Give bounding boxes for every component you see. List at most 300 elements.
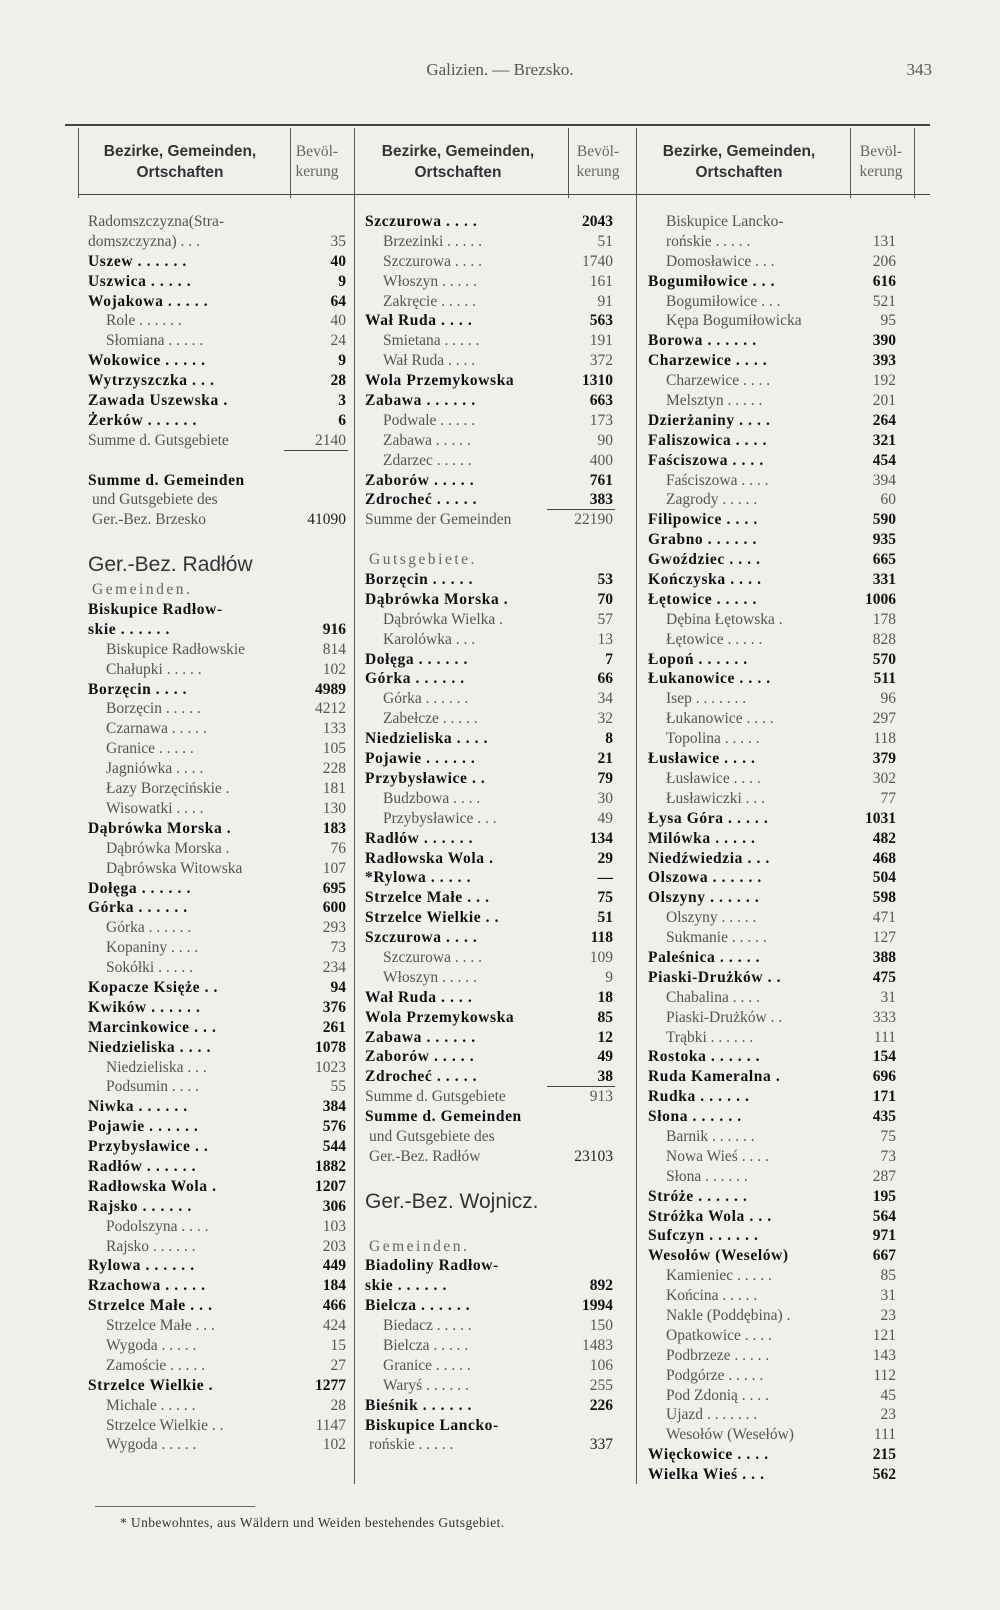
population-value: 394: [872, 471, 896, 489]
table-row: [88, 530, 356, 550]
table-row: [648, 1087, 914, 1107]
place-name: Górka . . . . . .: [106, 919, 192, 937]
population-value: 161: [589, 272, 613, 290]
population-value: 121: [872, 1326, 896, 1344]
population-value: 32: [597, 710, 613, 728]
table-row: [365, 968, 632, 988]
population-value: 9: [338, 352, 346, 370]
place-name: Stróże . . . . . .: [648, 1187, 748, 1205]
place-name: Dębina Łętowska .: [666, 610, 783, 628]
place-name: Łętowice . . . . .: [666, 630, 763, 648]
place-name: Bogumiłowice . . .: [648, 272, 776, 290]
table-row: [88, 938, 356, 958]
col1-name-header: Bezirke, Gemeinden, Ortschaften: [103, 143, 257, 181]
table-row: [88, 471, 356, 491]
place-name: Kwików . . . . . .: [88, 998, 201, 1016]
table-row: [365, 1087, 632, 1107]
table-row: [648, 1167, 914, 1187]
population-value: 38: [597, 1068, 613, 1086]
table-row: [88, 331, 356, 351]
place-name: Chabalina . . . .: [666, 988, 760, 1006]
place-name: Biskupice Radłowskie: [106, 640, 246, 658]
table-row: [88, 391, 356, 411]
place-name: Wola Przemykowska: [365, 372, 515, 390]
place-name: Czarnawa . . . . .: [106, 720, 207, 738]
population-value: 70: [597, 590, 613, 608]
population-value: 475: [872, 968, 896, 986]
population-value: 95: [880, 312, 896, 330]
place-name: Zdarzec . . . . .: [383, 451, 472, 469]
table-row: [648, 272, 914, 292]
population-value: 302: [872, 769, 896, 787]
table-row: [648, 829, 914, 849]
place-name: Wał Ruda . . . .: [365, 988, 473, 1006]
place-name: Olszyny . . . . . .: [648, 889, 760, 907]
table-row: [365, 1028, 632, 1048]
table-row: [365, 709, 632, 729]
place-name: Wojakowa . . . . .: [88, 292, 209, 310]
table-row: [365, 252, 632, 272]
place-name: Przybysławice . . .: [383, 809, 497, 827]
population-value: 454: [872, 451, 896, 469]
place-name: Bieśnik . . . . . .: [365, 1396, 473, 1414]
place-name: Strzelce Wielkie . .: [106, 1416, 224, 1434]
population-value: 173: [589, 411, 613, 429]
place-name: Nowa Wieś . . . .: [666, 1147, 769, 1165]
population-value: 563: [589, 312, 613, 330]
divider: [568, 128, 569, 198]
place-name: Dołęga . . . . . .: [88, 879, 191, 897]
table-row: [88, 1217, 356, 1237]
place-name: Zabawa . . . . . .: [365, 1028, 476, 1046]
table-row: [365, 928, 632, 948]
population-value: 15: [330, 1336, 346, 1354]
population-value: 28: [330, 372, 346, 390]
place-name: Wał Ruda . . . .: [365, 312, 473, 330]
population-value: 665: [872, 551, 896, 569]
place-name: Wygoda . . . . .: [106, 1336, 197, 1354]
place-name: Gemeinden.: [92, 581, 193, 599]
population-value: 130: [322, 799, 346, 817]
table-row: [648, 431, 914, 451]
population-value: 297: [872, 710, 896, 728]
place-name: Górka . . . . . .: [88, 899, 188, 917]
place-name: Kopacze Księże . .: [88, 978, 219, 996]
population-value: 51: [597, 909, 613, 927]
table-row: [88, 680, 356, 700]
place-name: Uszew . . . . . .: [88, 252, 187, 270]
table-row: [88, 232, 356, 252]
population-value: 94: [330, 978, 346, 996]
place-name: Nakle (Poddębina) .: [666, 1306, 791, 1324]
table-row: [365, 1067, 632, 1087]
place-name: Topolina . . . . .: [666, 730, 760, 748]
place-name: domszczyzna) . . .: [88, 232, 200, 250]
place-name: Rajsko . . . . . .: [106, 1237, 196, 1255]
population-value: 134: [589, 829, 613, 847]
population-value: 102: [322, 660, 346, 678]
table-row: [88, 1117, 356, 1137]
population-value: 77: [880, 789, 896, 807]
table-row: [88, 859, 356, 879]
table-row: [648, 1326, 914, 1346]
place-name: Uszwica . . . . .: [88, 272, 192, 290]
table-row: [365, 371, 632, 391]
place-name: Borzęcin . . . . .: [106, 700, 201, 718]
place-name: Olszowa . . . . . .: [648, 869, 762, 887]
population-value: 390: [872, 332, 896, 350]
table-row: [365, 391, 632, 411]
top-rule: [65, 124, 930, 126]
place-name: Borzęcin . . . . .: [365, 571, 474, 589]
population-value: 9: [338, 272, 346, 290]
table-row: [88, 1256, 356, 1276]
table-row: [365, 292, 632, 312]
place-name: Strzelce Małe . . .: [106, 1317, 215, 1335]
population-value: 183: [322, 819, 346, 837]
population-value: 1078: [315, 1038, 346, 1056]
table-row: [365, 829, 632, 849]
table-row: [648, 391, 914, 411]
population-value: 91: [597, 292, 613, 310]
table-row: [365, 471, 632, 491]
table-row: [88, 1077, 356, 1097]
population-value: 60: [880, 491, 896, 509]
population-value: 111: [873, 1028, 896, 1046]
table-row: [648, 650, 914, 670]
table-row: [365, 689, 632, 709]
place-name: Piaski-Drużków . .: [666, 1008, 783, 1026]
table-row: [365, 988, 632, 1008]
table-row: [88, 600, 356, 620]
place-name: Gwoździec . . . .: [648, 551, 761, 569]
population-value: 1023: [315, 1058, 346, 1076]
table-row: [648, 1067, 914, 1087]
divider: [636, 128, 637, 1484]
table-row: [365, 510, 632, 530]
table-row: [648, 1346, 914, 1366]
table-row: [365, 1416, 632, 1436]
place-name: Niedzieliska . . .: [106, 1058, 207, 1076]
place-name: Zagrody . . . . .: [666, 491, 758, 509]
place-name: Łukanowice . . . .: [666, 710, 774, 728]
population-value: 154: [872, 1048, 896, 1066]
table-row: [88, 1197, 356, 1217]
place-name: Kamieniec . . . . .: [666, 1267, 772, 1285]
table-row: [648, 1306, 914, 1326]
population-value: 2043: [582, 213, 613, 230]
table-row: [88, 839, 356, 859]
place-name: Sokółki . . . . .: [106, 959, 193, 977]
table-row: [648, 669, 914, 689]
place-name: skie . . . . . .: [88, 620, 170, 638]
population-value: 12: [597, 1028, 613, 1046]
table-row: [365, 650, 632, 670]
population-value: 23103: [574, 1147, 613, 1165]
population-value: 255: [589, 1376, 613, 1394]
table-row: [648, 331, 914, 351]
place-name: Ger.-Bez. Radłów: [369, 1147, 481, 1165]
table-row: [648, 1147, 914, 1167]
place-name: Niedzieliska . . . .: [365, 730, 489, 748]
place-name: Bielcza . . . . .: [383, 1336, 469, 1354]
population-value: 181: [322, 780, 346, 798]
table-row: [648, 968, 914, 988]
table-row: [648, 630, 914, 650]
place-name: Dąbrówka Morska .: [106, 839, 230, 857]
population-value: 293: [322, 919, 346, 937]
table-row: [648, 570, 914, 590]
population-value: 1006: [865, 590, 896, 608]
place-name: Rudka . . . . . .: [648, 1088, 750, 1106]
table-row: [88, 1157, 356, 1177]
population-value: 109: [589, 948, 613, 966]
place-name: Dąbrówka Wielka .: [383, 610, 504, 628]
table-row: [648, 371, 914, 391]
population-value: 35: [330, 232, 346, 250]
population-value: 143: [872, 1346, 896, 1364]
population-value: 1031: [865, 809, 896, 827]
table-row: [365, 729, 632, 749]
population-value: 23: [880, 1406, 896, 1424]
place-name: Górka . . . . . .: [365, 670, 465, 688]
divider: [850, 128, 851, 198]
table-row: [648, 988, 914, 1008]
table-row: [88, 620, 356, 640]
table-row: [648, 232, 914, 252]
population-value: 96: [880, 690, 896, 708]
place-name: Wisowatki . . . .: [106, 799, 204, 817]
table-row: [648, 590, 914, 610]
population-value: 150: [589, 1317, 613, 1335]
population-value: 7: [605, 650, 613, 668]
place-name: Łysa Góra . . . . .: [648, 809, 769, 827]
table-row: [88, 1137, 356, 1157]
population-value: 13: [597, 630, 613, 648]
table-row: [88, 252, 356, 272]
population-value: 544: [322, 1138, 346, 1156]
place-name: skie . . . . . .: [365, 1277, 447, 1295]
table-row: [648, 1366, 914, 1386]
population-value: 226: [589, 1396, 613, 1414]
place-name: Włoszyn . . . . .: [383, 272, 477, 290]
table-row: [648, 1246, 914, 1266]
place-name: Michale . . . . .: [106, 1396, 196, 1414]
population-value: 1994: [582, 1297, 613, 1315]
population-value: 598: [872, 889, 896, 907]
population-value: 971: [872, 1227, 896, 1245]
place-name: Strzelce Wielkie . .: [365, 909, 500, 927]
population-value: 41090: [307, 511, 346, 529]
population-value: 471: [872, 909, 896, 927]
place-name: Łętowice . . . . .: [648, 590, 757, 608]
place-name: Słona . . . . . .: [666, 1167, 748, 1185]
place-name: Końcina . . . . .: [666, 1287, 758, 1305]
population-value: 333: [872, 1008, 896, 1026]
table-row: [648, 1047, 914, 1067]
population-value: 31: [880, 1287, 896, 1305]
table-row: [365, 411, 632, 431]
footnote: * Unbewohntes, aus Wäldern und Weiden bestehendes Gutsgebiet.: [120, 1515, 505, 1530]
table-row: [365, 908, 632, 928]
table-row: [648, 908, 914, 928]
population-value: 228: [322, 760, 346, 778]
table-row: [88, 292, 356, 312]
table-row: [365, 948, 632, 968]
table-row: [365, 490, 632, 510]
table-row: [648, 1286, 914, 1306]
table-row: [88, 1038, 356, 1058]
place-name: Karolówka . . .: [383, 630, 476, 648]
population-value: 511: [873, 670, 896, 688]
population-value: 31: [880, 988, 896, 1006]
table-row: [648, 252, 914, 272]
population-value: 570: [872, 650, 896, 668]
place-name: Faściszowa . . . .: [666, 471, 769, 489]
population-value: 192: [872, 372, 896, 390]
population-value: 34: [597, 690, 613, 708]
place-name: Dzierżaniny . . . .: [648, 411, 771, 429]
population-value: 76: [330, 839, 346, 857]
place-name: Zaborów . . . . .: [365, 471, 475, 489]
population-value: 393: [872, 352, 896, 370]
place-name: Ujazd . . . . . . .: [666, 1406, 758, 1424]
table-row: [88, 958, 356, 978]
place-name: rońskie . . . . .: [666, 232, 751, 250]
place-name: Wał Ruda . . . .: [383, 352, 476, 370]
place-name: Radłowska Wola .: [88, 1177, 217, 1195]
place-name: und Gutsgebiete des: [369, 1127, 495, 1145]
population-value: 306: [322, 1197, 346, 1215]
place-name: Pod Zdonią . . . .: [666, 1386, 769, 1404]
population-value: 131: [872, 232, 896, 250]
table-row: [365, 1256, 632, 1276]
place-name: Bielcza . . . . . .: [365, 1297, 471, 1315]
population-value: 40: [330, 312, 346, 330]
place-name: Łazy Borzęcińskie .: [106, 780, 230, 798]
table-row: [648, 471, 914, 491]
table-row: [648, 311, 914, 331]
table-row: [88, 431, 356, 451]
table-row: [648, 1425, 914, 1445]
population-value: 9: [605, 968, 613, 986]
table-row: [365, 1167, 632, 1187]
table-row: [88, 978, 356, 998]
population-value: 564: [872, 1207, 896, 1225]
place-name: Podsumin . . . .: [106, 1078, 200, 1096]
table-row: [88, 759, 356, 779]
table-row: [365, 769, 632, 789]
table-row: [88, 879, 356, 899]
place-name: Rylowa . . . . . .: [88, 1257, 195, 1275]
place-name: Gemeinden.: [369, 1237, 470, 1255]
population-value: 761: [589, 471, 613, 489]
table-row: [88, 490, 356, 510]
population-value: 105: [322, 740, 346, 758]
place-name: Summe d. Gemeinden: [365, 1108, 522, 1126]
population-value: 102: [322, 1436, 346, 1454]
table-row: [88, 1356, 356, 1376]
table-row: [648, 928, 914, 948]
place-name: Radomszczyzna(Stra-: [88, 213, 224, 230]
place-name: Łukanowice . . . .: [648, 670, 771, 688]
table-row: [88, 898, 356, 918]
table-row: [365, 451, 632, 471]
population-value: 400: [589, 451, 613, 469]
place-name: Radłowska Wola .: [365, 849, 494, 867]
table-row: [365, 888, 632, 908]
population-value: 1207: [315, 1177, 346, 1195]
header-rule: [78, 194, 930, 195]
place-name: Budzbowa . . . .: [383, 789, 481, 807]
table-row: [88, 998, 356, 1018]
place-name: Strzelce Małe . . .: [88, 1297, 213, 1315]
place-name: Wielka Wieś . . .: [648, 1466, 765, 1484]
table-row: [648, 1207, 914, 1227]
population-value: 57: [597, 610, 613, 628]
table-row: [88, 351, 356, 371]
population-value: 23: [880, 1306, 896, 1324]
table-row: [365, 1107, 632, 1127]
population-value: 695: [322, 879, 346, 897]
population-value: 29: [597, 849, 613, 867]
place-name: Dąbrówka Morska .: [365, 590, 509, 608]
population-value: 75: [880, 1127, 896, 1145]
place-name: Ger.-Bez. Wojnicz.: [365, 1189, 539, 1213]
place-name: Włoszyn . . . . .: [383, 968, 477, 986]
table-row: [365, 849, 632, 869]
place-name: Zabełcze . . . . .: [383, 710, 478, 728]
table-row: [648, 1107, 914, 1127]
place-name: Piaski-Drużków . .: [648, 968, 782, 986]
population-value: 828: [872, 630, 896, 648]
population-value: 53: [597, 571, 613, 589]
place-name: Sukmanie . . . . .: [666, 929, 767, 947]
table-row: [365, 610, 632, 630]
place-name: Grabno . . . . . .: [648, 531, 757, 549]
place-name: Zaborów . . . . .: [365, 1048, 475, 1066]
population-value: 55: [330, 1078, 346, 1096]
table-row: [648, 1187, 914, 1207]
table-row: [88, 918, 356, 938]
table-row: [88, 1018, 356, 1038]
place-name: Bogumiłowice . . .: [666, 292, 781, 310]
place-name: Biskupice Radłow-: [88, 601, 223, 619]
col1-population-header: Bevöl-kerung: [295, 143, 339, 180]
divider: [290, 128, 291, 198]
population-value: 18: [597, 988, 613, 1006]
population-value: 449: [322, 1257, 346, 1275]
table-row: [365, 809, 632, 829]
table-row: [365, 669, 632, 689]
table-row: [365, 1127, 632, 1147]
table-row: [88, 1237, 356, 1257]
table-row: [365, 351, 632, 371]
population-value: 590: [872, 511, 896, 529]
population-value: 195: [872, 1187, 896, 1205]
population-value: 118: [590, 929, 613, 947]
population-value: 384: [322, 1098, 346, 1116]
divider: [78, 128, 79, 198]
population-value: 178: [872, 610, 896, 628]
table-row: [88, 272, 356, 292]
population-value: 184: [322, 1277, 346, 1295]
place-name: Pojawie . . . . . .: [365, 750, 476, 768]
population-value: 27: [330, 1356, 346, 1374]
table-row: [365, 212, 632, 232]
table-row: [88, 1058, 356, 1078]
place-name: Zakręcie . . . . .: [383, 292, 476, 310]
